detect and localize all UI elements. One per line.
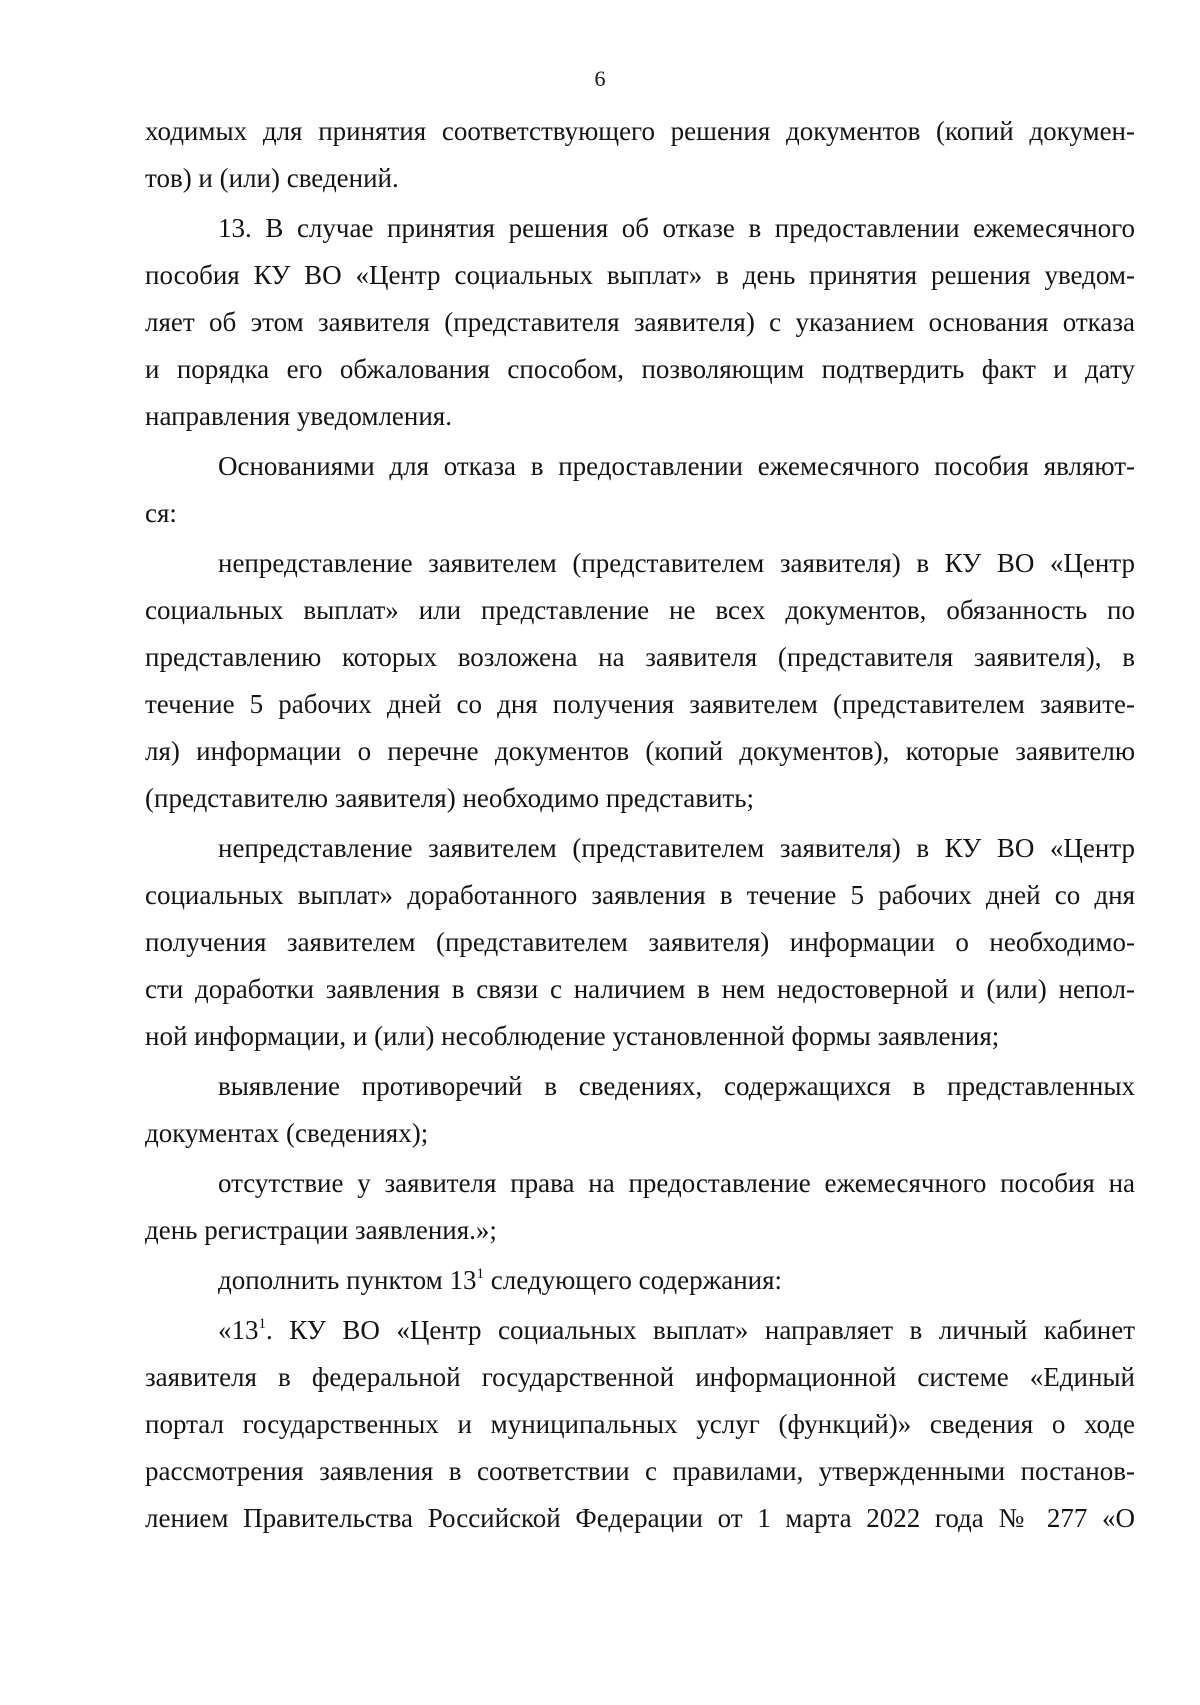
- text-line: получения заявителем (представителем заявителя) информации о необходимо-: [145, 927, 1135, 957]
- page-number: 6: [594, 66, 606, 91]
- text-run: «13: [218, 1315, 259, 1345]
- text-line: социальных выплат» или представление не всех документов, обязанность по: [145, 595, 1135, 625]
- text-line: рассмотрения заявления в соответствии с правилами, утвержденными постанов-: [145, 1456, 1135, 1486]
- text-line: документах (сведениях);: [145, 1118, 429, 1148]
- text-line: лением Правительства Российской Федерации от 1 марта 2022 года № 277 «О: [145, 1503, 1135, 1533]
- paragraph-13-first-line: 13. В случае принятия решения об отказе в предоставлении ежемесячного: [218, 213, 1135, 243]
- ground-item-2: непредставление заявителем (представителем заявителя) в КУ ВО «Центр: [218, 833, 1135, 863]
- ground-item-3: выявление противоречий в сведениях, содержащихся в представленных: [218, 1071, 1135, 1101]
- text-line: сти доработки заявления в связи с наличием в нем недостоверной и (или) непол-: [145, 974, 1135, 1004]
- text-line: тов) и (или) сведений.: [145, 163, 399, 193]
- text-line: ной информации, и (или) несоблюдение установленной формы заявления;: [145, 1021, 1000, 1051]
- text-line: ляет об этом заявителя (представителя заявителя) с указанием основания отказа: [145, 307, 1135, 337]
- superscript-number: 1: [258, 1316, 266, 1332]
- paragraph-13-1-first-line: [145, 1307, 1135, 1354]
- text-line: направления уведомления.: [145, 401, 452, 431]
- text-line: ходимых для принятия соответствующего решения документов (копий докумен-: [145, 116, 1135, 146]
- amendment-instruction-line: [145, 1257, 1135, 1304]
- text-line: и порядка его обжалования способом, позволяющим подтвердить факт и дату: [145, 354, 1135, 384]
- text-line: течение 5 рабочих дней со дня получения заявителем (представителем заявите-: [145, 689, 1135, 719]
- superscript-number: 1: [476, 1266, 484, 1282]
- ground-item-1: непредставление заявителем (представителем заявителя) в КУ ВО «Центр: [218, 548, 1135, 578]
- text-line: (представителю заявителя) необходимо представить;: [145, 783, 755, 813]
- text-line: представлению которых возложена на заявителя (представителя заявителя), в: [145, 642, 1135, 672]
- text-line: день регистрации заявления.»;: [145, 1215, 497, 1245]
- document-body: [145, 108, 1135, 1542]
- text-line: портал государственных и муниципальных услуг (функций)» сведения о ходе: [145, 1409, 1135, 1439]
- text-line: пособия КУ ВО «Центр социальных выплат» в день принятия решения уведом-: [145, 260, 1135, 290]
- text-run: . КУ ВО «Центр социальных выплат» направляет в личный кабинет: [266, 1315, 1135, 1345]
- text-run: следующего содержания:: [484, 1265, 783, 1295]
- text-line: заявителя в федеральной государственной информационной системе «Единый: [145, 1362, 1135, 1392]
- ground-item-4: отсутствие у заявителя права на предоставление ежемесячного пособия на: [218, 1168, 1135, 1198]
- text-line: ля) информации о перечне документов (копий документов), которые заявителю: [145, 736, 1135, 766]
- text-line: ся:: [145, 498, 177, 528]
- text-run: дополнить пунктом 13: [218, 1265, 477, 1295]
- text-line: социальных выплат» доработанного заявления в течение 5 рабочих дней со дня: [145, 880, 1135, 910]
- grounds-intro-line: Основаниями для отказа в предоставлении ежемесячного пособия являют-: [218, 451, 1135, 481]
